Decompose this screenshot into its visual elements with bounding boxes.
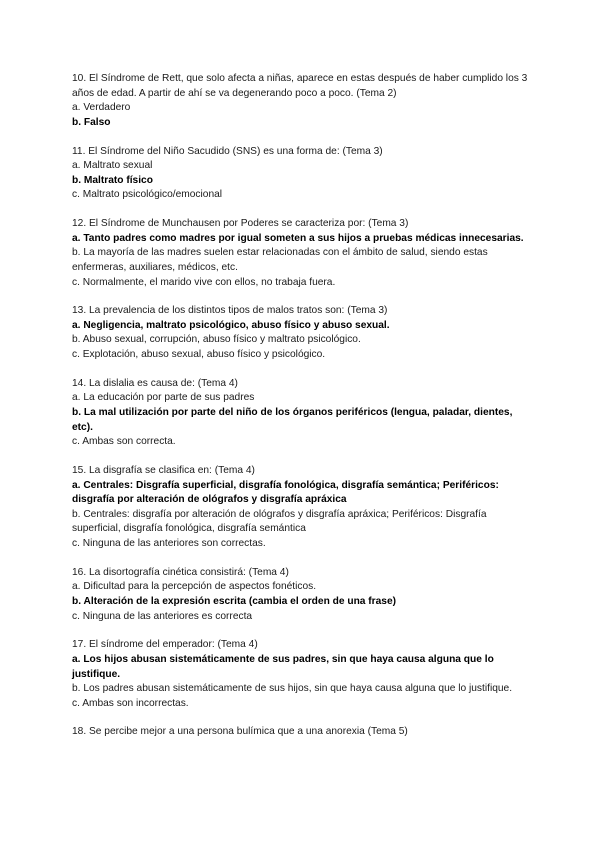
- option-b-correct: b. Alteración de la expresión escrita (cambia el orden de una frase): [72, 595, 397, 607]
- option-c: c. Ninguna de las anteriores son correctas.: [72, 537, 266, 549]
- document-page: [72, 72, 536, 754]
- option-a: a. Verdadero: [72, 102, 131, 114]
- option-b-correct: b. Falso: [72, 116, 111, 128]
- question-17: [72, 638, 536, 711]
- option-b-correct: b. Maltrato físico: [72, 174, 153, 186]
- question-13: [72, 304, 536, 362]
- question-stem: 12. El Síndrome de Munchausen por Poderes se caracteriza por: (Tema 3): [72, 218, 409, 230]
- option-b-correct: b. La mal utilización por parte del niño de los órganos periféricos (lengua, paladar, dientes, etc).: [72, 407, 513, 433]
- option-a: a. Maltrato sexual: [72, 160, 153, 172]
- question-11: [72, 145, 536, 203]
- question-12: [72, 217, 536, 290]
- question-stem: 18. Se percibe mejor a una persona bulímica que a una anorexia (Tema 5): [72, 726, 408, 738]
- option-b: b. Centrales: disgrafía por alteración de ológrafos y disgrafía apráxica; Periféricos: Disgrafía superficial, disgrafía fonológica, disgrafía semántica: [72, 508, 487, 535]
- question-stem: 10. El Síndrome de Rett, que solo afecta a niñas, aparece en estas después de haber cumplido los 3 años de edad. A partir de ahí se va degenerando poco a poco. (Tema 2): [72, 73, 528, 99]
- option-a-correct: a. Negligencia, maltrato psicológico, abuso físico y abuso sexual.: [72, 319, 390, 331]
- question-15: [72, 464, 536, 552]
- option-b: b. La mayoría de las madres suelen estar relacionadas con el ámbito de salud, siendo estas enfermeras, auxiliares, médicos, etc.: [72, 247, 488, 273]
- question-10: [72, 72, 536, 130]
- option-c: c. Ambas son correcta.: [72, 436, 176, 448]
- question-stem: 16. La disortografía cinética consistirá: (Tema 4): [72, 566, 289, 578]
- option-c: c. Maltrato psicológico/emocional: [72, 189, 223, 201]
- question-stem: 11. El Síndrome del Niño Sacudido (SNS) es una forma de: (Tema 3): [72, 145, 383, 157]
- option-b: b. Los padres abusan sistemáticamente de sus hijos, sin que haya causa alguna que lo justifique.: [72, 683, 513, 695]
- question-stem: 17. El síndrome del emperador: (Tema 4): [72, 639, 258, 651]
- option-c: c. Explotación, abuso sexual, abuso físico y psicológico.: [72, 349, 326, 361]
- option-c: c. Ninguna de las anteriores es correcta: [72, 610, 253, 622]
- option-b: b. Abuso sexual, corrupción, abuso físico y maltrato psicológico.: [72, 334, 361, 346]
- question-18: [72, 725, 536, 740]
- option-a-correct: a. Centrales: Disgrafía superficial, disgrafía fonológica, disgrafía semántica; Periféricos: disgrafía por alteración de ológrafos y disgrafía apráxica: [72, 479, 499, 506]
- option-a: a. La educación por parte de sus padres: [72, 392, 255, 404]
- question-stem: 13. La prevalencia de los distintos tipos de malos tratos son: (Tema 3): [72, 305, 388, 317]
- question-14: [72, 377, 536, 450]
- question-stem: 14. La dislalia es causa de: (Tema 4): [72, 377, 238, 389]
- option-a: a. Dificultad para la percepción de aspectos fonéticos.: [72, 581, 317, 593]
- question-stem: 15. La disgrafía se clasifica en: (Tema 4): [72, 465, 255, 476]
- option-a-correct: a. Tanto padres como madres por igual someten a sus hijos a pruebas médicas innecesarias.: [72, 232, 524, 244]
- option-c: c. Ambas son incorrectas.: [72, 697, 189, 709]
- option-c: c. Normalmente, el marido vive con ellos, no trabaja fuera.: [72, 276, 336, 288]
- option-a-correct: a. Los hijos abusan sistemáticamente de sus padres, sin que haya causa alguna que lo justifique.: [72, 653, 494, 680]
- question-16: [72, 566, 536, 624]
